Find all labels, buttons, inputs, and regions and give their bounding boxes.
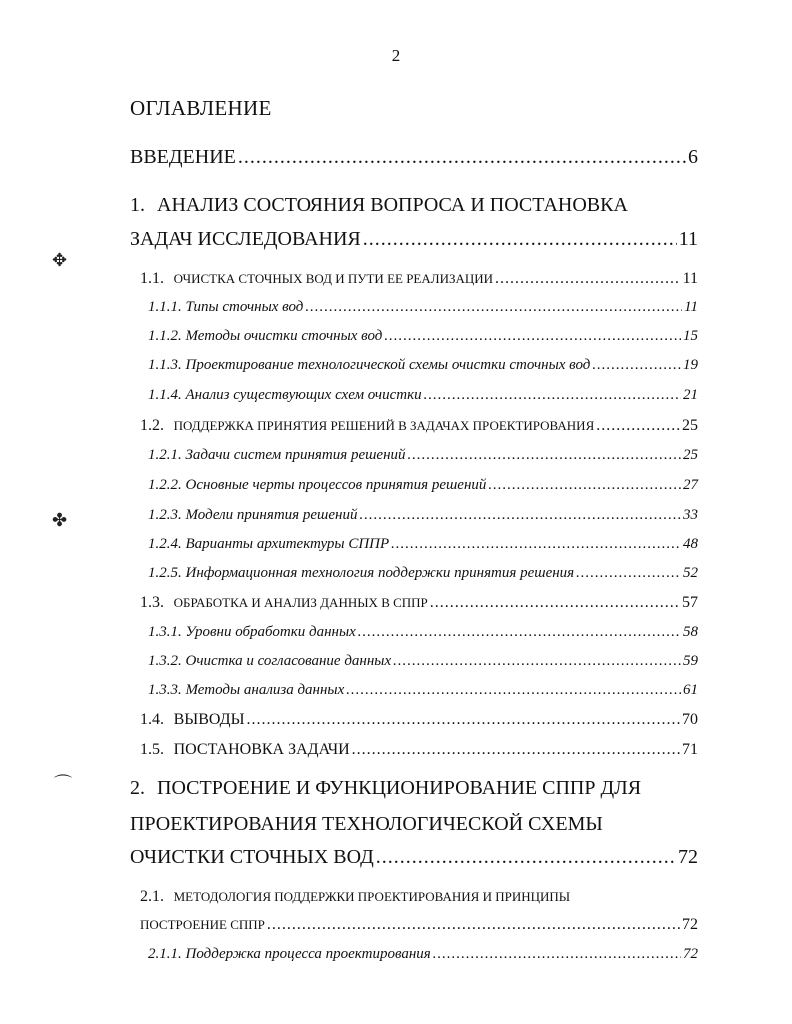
leader-dots [592,357,681,374]
toc-entry-page: 15 [683,328,698,344]
toc-entry-label: 1.1.1. Типы сточных вод [148,299,304,315]
toc-subsection-1-1-2[interactable] [148,328,698,345]
toc-subsection-1-2-1[interactable] [148,447,698,464]
toc-chapter-title: ПОСТРОЕНИЕ И ФУНКЦИОНИРОВАНИЕ СППР ДЛЯ [157,777,642,799]
toc-section-2-1-line1[interactable] [140,888,570,906]
toc-entry-page: 72 [682,916,698,933]
toc-section-title: МЕТОДОЛОГИЯ ПОДДЕРЖКИ ПРОЕКТИРОВАНИЯ И ПРИНЦИПЫ [173,889,571,904]
leader-dots [391,536,681,553]
toc-chapter-2-line1[interactable] [130,777,641,800]
toc-entry-page: 72 [678,846,698,868]
toc-subsection-1-3-2[interactable] [148,653,698,670]
leader-dots [433,946,681,963]
toc-entry-label: 1.2.1. Задачи систем принятия решений [148,447,406,463]
toc-entry-intro[interactable] [130,146,698,169]
leader-dots [393,653,681,670]
toc-entry-page: 19 [683,357,698,373]
toc-section-1-2[interactable] [140,417,698,435]
leader-dots [358,624,681,641]
toc-section-number: 1.3. [140,594,164,611]
toc-section-number: 2.1. [140,888,164,905]
leader-dots [576,565,681,582]
toc-entry-label: 1.2.4. Варианты архитектуры СППР [148,536,390,552]
toc-entry-page: 72 [683,946,698,962]
toc-section-number: 1.4. [140,711,164,728]
toc-entry-label: 1.2.2. Основные черты процессов принятия решений [148,477,487,493]
toc-subsection-1-3-3[interactable] [148,682,698,699]
toc-section-title: ПОДДЕРЖКА ПРИНЯТИЯ РЕШЕНИЙ В ЗАДАЧАХ ПРОЕКТИРОВАНИЯ [173,418,595,433]
toc-entry-label: ПОСТРОЕНИЕ СППР [140,917,265,932]
leader-dots [247,711,680,729]
leader-dots [267,916,680,934]
toc-section-title: ОБРАБОТКА И АНАЛИЗ ДАННЫХ В СППР [173,595,428,610]
leader-dots [384,328,681,345]
toc-entry-page: 71 [682,741,698,758]
toc-section-1-5[interactable] [140,741,698,759]
toc-chapter-number: 2. [130,777,145,799]
toc-entry-page: 11 [678,228,698,250]
toc-entry-label: 1.2.3. Модели принятия решений [148,507,358,523]
page-number: 2 [391,46,401,65]
toc-entry-label: 1.1.4. Анализ существующих схем очистки [148,387,422,403]
leader-dots [352,741,680,759]
toc-entry-page: 25 [682,417,698,434]
toc-entry-label: 1.1.2. Методы очистки сточных вод [148,328,383,344]
toc-entry-page: 33 [683,507,698,523]
margin-ink-mark: ✤ [52,510,68,530]
leader-dots [359,507,681,524]
toc-subsection-1-2-3[interactable] [148,507,698,524]
leader-dots [305,299,682,316]
toc-chapter-number: 1. [130,194,145,216]
toc-entry-page: 21 [683,387,698,403]
toc-section-1-1[interactable] [140,270,698,288]
toc-section-1-4[interactable] [140,711,698,729]
toc-chapter-2-line2[interactable] [130,813,603,836]
toc-subsection-1-1-1[interactable] [148,299,698,316]
toc-entry-page: 48 [683,536,698,552]
toc-entry-label: 1.3.3. Методы анализа данных [148,682,345,698]
toc-subsection-1-1-4[interactable] [148,387,698,404]
toc-entry-label: 1.3.2. Очистка и согласование данных [148,653,392,669]
toc-subsection-1-3-1[interactable] [148,624,698,641]
toc-chapter-title: ПРОЕКТИРОВАНИЯ ТЕХНОЛОГИЧЕСКОЙ СХЕМЫ [130,813,603,835]
leader-dots [488,477,681,494]
toc-entry-page: 61 [683,682,698,698]
leader-dots [408,447,681,464]
toc-chapter-2-line3[interactable] [130,846,698,869]
leader-dots [596,417,680,435]
toc-section-2-1-line2[interactable] [140,916,698,934]
toc-entry-page: 58 [683,624,698,640]
toc-subsection-1-1-3[interactable] [148,357,698,374]
toc-entry-page: 6 [688,146,698,168]
toc-entry-label: 1.1.3. Проектирование технологической схемы очистки сточных вод [148,357,591,373]
toc-entry-page: 27 [683,477,698,493]
toc-section-number: 1.2. [140,417,164,434]
toc-subsection-1-2-4[interactable] [148,536,698,553]
toc-entry-label: 2.1.1. Поддержка процесса проектирования [148,946,431,962]
toc-section-title: ПОСТАНОВКА ЗАДАЧИ [173,741,350,758]
margin-ink-mark: ✥ [52,250,68,270]
toc-title: ОГЛАВЛЕНИЕ [130,96,272,120]
toc-chapter-1-line2[interactable] [130,228,698,251]
toc-entry-page: 59 [683,653,698,669]
leader-dots [424,387,681,404]
leader-dots [430,594,680,612]
toc-entry-page: 11 [682,270,698,287]
toc-chapter-1-line1[interactable] [130,194,628,217]
leader-dots [495,270,681,288]
toc-section-1-3[interactable] [140,594,698,612]
toc-entry-label: ОЧИСТКИ СТОЧНЫХ ВОД [130,846,374,868]
leader-dots [376,846,676,869]
margin-ink-mark: ⌒ [54,774,72,794]
toc-entry-label: 1.3.1. Уровни обработки данных [148,624,356,640]
toc-entry-label: 1.2.5. Информационная технология поддержки принятия решения [148,565,575,581]
toc-subsection-2-1-1[interactable] [148,946,698,963]
toc-section-title: ОЧИСТКА СТОЧНЫХ ВОД И ПУТИ ЕЕ РЕАЛИЗАЦИИ [173,271,494,286]
toc-subsection-1-2-2[interactable] [148,477,698,494]
toc-chapter-title: АНАЛИЗ СОСТОЯНИЯ ВОПРОСА И ПОСТАНОВКА [157,194,628,216]
leader-dots [238,146,686,169]
toc-section-number: 1.1. [140,270,164,287]
toc-entry-page: 52 [683,565,698,581]
toc-entry-label: ЗАДАЧ ИССЛЕДОВАНИЯ [130,228,361,250]
toc-subsection-1-2-5[interactable] [148,565,698,582]
toc-entry-page: 70 [682,711,698,728]
toc-entry-label: ВВЕДЕНИЕ [130,146,236,168]
leader-dots [346,682,681,699]
toc-section-number: 1.5. [140,741,164,758]
toc-section-title: ВЫВОДЫ [173,711,245,728]
leader-dots [363,228,677,251]
toc-entry-page: 57 [682,594,698,611]
toc-entry-page: 25 [683,447,698,463]
toc-entry-page: 11 [684,299,698,315]
